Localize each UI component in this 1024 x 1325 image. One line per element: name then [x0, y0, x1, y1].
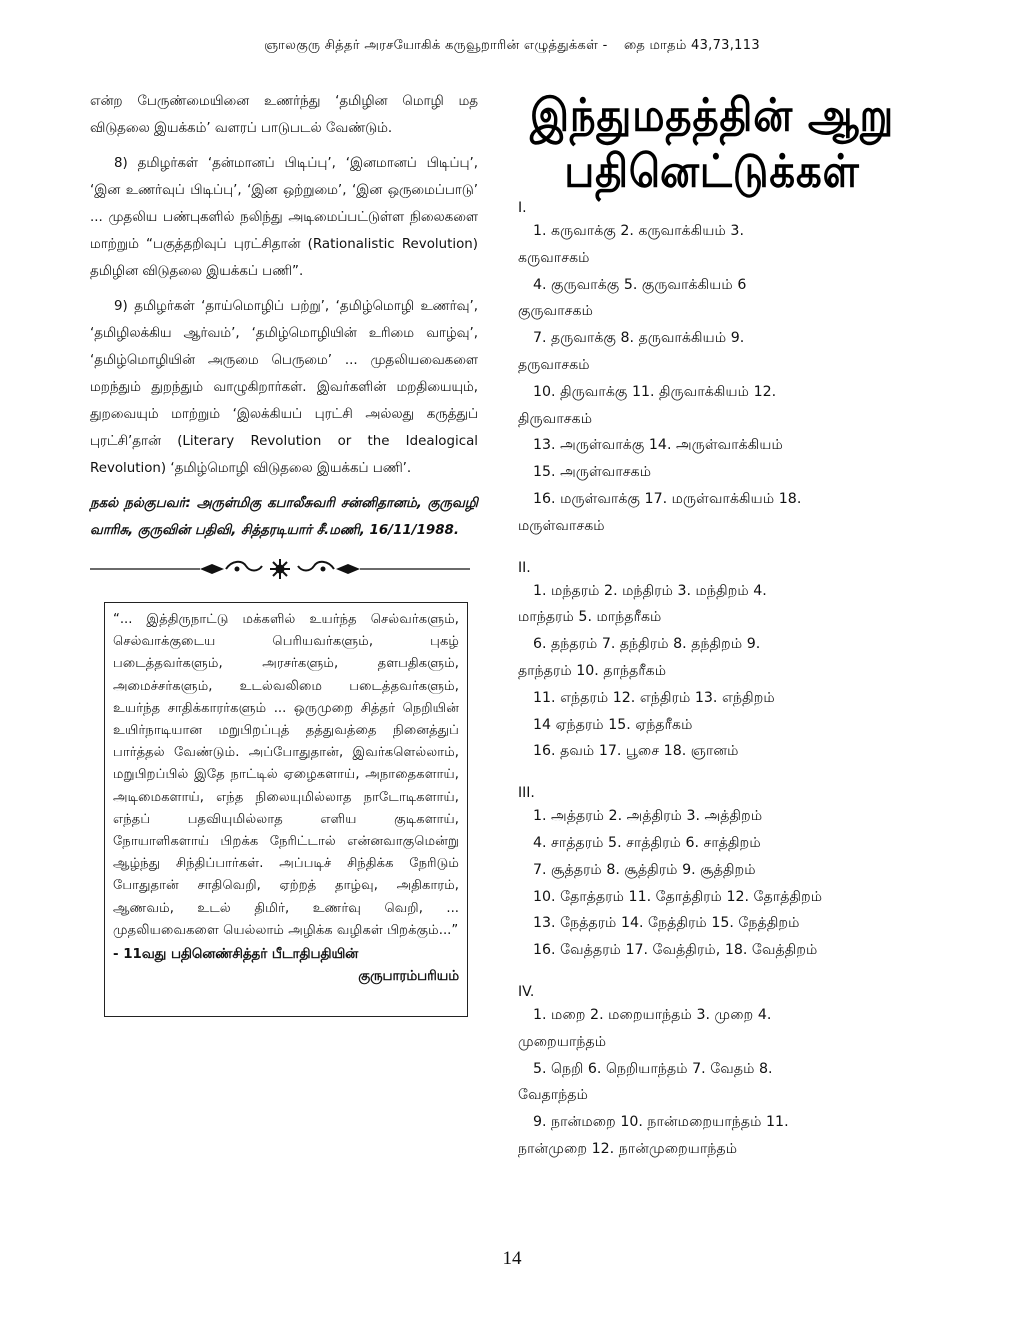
list-sections: [518, 198, 906, 1163]
left-column: [90, 88, 478, 1017]
list-item: 13. நேத்தரம் 14. நேத்திரம் 15. நேத்திறம்: [533, 915, 800, 932]
list-item: முறையாந்தம்: [518, 1033, 607, 1050]
quote-box: [104, 602, 468, 1017]
list-item: திருவாசகம்: [518, 410, 593, 427]
section-items: [518, 1002, 906, 1163]
list-item: மருள்வாசகம்: [518, 517, 605, 534]
section-items: [518, 803, 906, 964]
list-item: 13. அருள்வாக்கு 14. அருள்வாக்கியம்: [533, 437, 783, 454]
list-item: 9. நான்மறை 10. நான்மறையாந்தம் 11.: [533, 1114, 789, 1131]
page-header: [0, 38, 1024, 54]
list-item: வேதாந்தம்: [518, 1087, 589, 1104]
quote-text: “... இத்திருநாட்டு மக்களில் உயர்ந்த செல்வர்களும், செல்வாக்குடைய பெரியவர்களும், புகழ் படைத்தவர்களும், அரசர்களும், தளபதிகளும், அமைச்சர்களும், உடல்வலிமை படைத்தவர்களும், உயர்ந்த சாதிக்காரர்களும் ... ஒருமுறை சித்தர் நெறியின் உயிர்நாடியான மறுபிறப்புத் தத்துவத்தை நினைத்துப் பார்த்தல் வேண்டும். அப்போதுதான், இவர்களெல்லாம், மறுபிறப்பில் இதே நாட்டில் ஏழைகளாய், அநாதைகளாய், அடிமைகளாய், எந்த நிலையுமில்லாத நாடோடிகளாய், எந்தப் பதவியுமில்லாத எளிய குடிகளாய், நோயாளிகளாய் பிறக்க நேரிட்டால் என்னவாகுமென்று ஆழ்ந்து சிந்திப்பார்கள். அப்படிச் சிந்திக்க நேரிடும் போதுதான் சாதிவெறி, ஏற்றத் தாழ்வு, அதிகாரம், ஆணவம், உடல் திமிர், உணர்வு வெறி, ... முதலியவைகளை யெல்லாம் அழிக்க வழிகள் பிறக்கும்...”: [113, 612, 459, 938]
header-date: தை மாதம் 43,73,113: [624, 38, 760, 53]
list-item: 10. தோத்தரம் 11. தோத்திரம் 12. தோத்திறம்: [533, 888, 823, 905]
article-title-line-1: இந்துமதத்தின் ஆறு: [529, 90, 895, 142]
list-item: 7. சூத்தரம் 8. சூத்திரம் 9. சூத்திறம்: [533, 861, 756, 878]
list-item: 1. மந்தரம் 2. மந்திரம் 3. மந்திறம் 4.: [533, 582, 767, 599]
list-item: 16. மருள்வாக்கு 17. மருள்வாக்கியம் 18.: [533, 490, 802, 507]
paragraph-point-9: 9) தமிழர்கள் ‘தாய்மொழிப் பற்று’, ‘தமிழ்மொழி உணர்வு’, ‘தமிழிலக்கிய ஆர்வம்’, ‘தமிழ்மொழியின் உரிமை வாழ்வு’, ‘தமிழ்மொழியின் அருமை பெருமை’ ... முதலியவைகளை மறந்தும் துறந்தும் வாழுகிறார்கள். இவர்களின் மறதியையும், துறவையும் மாற்றும் ‘இலக்கியப் புரட்சி அல்லது கருத்துப் புரட்சி’தான் (Literary Revolution or the Idealogical Revolution) ‘தமிழ்மொழி விடுதலை இயக்கப் பணி’.: [90, 299, 478, 476]
list-item: 6. தந்தரம் 7. தந்திரம் 8. தந்திறம் 9.: [533, 636, 761, 653]
quote-signature-line-1: - 11வது பதினெண்சித்தர் பீடாதிபதியின்: [113, 947, 359, 963]
ornamental-divider: [90, 554, 470, 584]
article-title: [518, 88, 906, 200]
list-item: 4. குருவாக்கு 5. குருவாக்கியம் 6: [533, 276, 747, 293]
paragraph-point-8: 8) தமிழர்கள் ‘தன்மானப் பிடிப்பு’, ‘இனமானப் பிடிப்பு’, ‘இன உணர்வுப் பிடிப்பு’, ‘இன ஒற்றுமை’, ‘இன ஒருமைப்பாடு’ ... முதலிய பண்புகளில் நலிந்து அடிமைப்பட்டுள்ள நிலைகளை மாற்றும் “பகுத்தறிவுப் புரட்சிதான் (Rationalistic Revolution) தமிழின விடுதலை இயக்கப் பணி”.: [90, 156, 478, 279]
list-item: 4. சாத்தரம் 5. சாத்திரம் 6. சாத்திறம்: [533, 834, 761, 851]
list-item: தருவாசகம்: [518, 356, 590, 373]
list-item: 5. நெறி 6. நெறியாந்தம் 7. வேதம் 8.: [533, 1060, 773, 1077]
list-item: நான்முறை 12. நான்முறையாந்தம்: [518, 1140, 738, 1157]
list-item: 15. அருள்வாசகம்: [533, 464, 652, 481]
right-column: [518, 88, 906, 1163]
list-item: 10. திருவாக்கு 11. திருவாக்கியம் 12.: [533, 383, 777, 400]
paragraph-intro: என்ற பேருண்மையினை உணர்ந்து ‘தமிழின மொழி மத விடுதலை இயக்கம்’ வளரப் பாடுபடல் வேண்டும்.: [90, 94, 478, 136]
list-item: கருவாசகம்: [518, 249, 590, 266]
article-title-line-2: பதினெட்டுக்கள்: [564, 146, 860, 198]
section-label: II.: [518, 559, 531, 576]
section-items: [518, 578, 906, 766]
list-item: 7. தருவாக்கு 8. தருவாக்கியம் 9.: [533, 330, 745, 347]
header-title: ஞாலகுரு சித்தர் அரசயோகிக் கருவூறாரின் எழுத்துக்கள் -: [264, 38, 608, 53]
section-label: IV.: [518, 983, 535, 1000]
list-item: தாந்தரம் 10. தாந்தரீகம்: [518, 662, 667, 679]
list-item: 14 ஏந்தரம் 15. ஏந்தரீகம்: [533, 716, 693, 733]
list-item: 1. அத்தரம் 2. அத்திரம் 3. அத்திறம்: [533, 808, 763, 825]
section-label: I.: [518, 200, 527, 216]
page-number: 14: [502, 1248, 522, 1269]
section-label: III.: [518, 785, 535, 802]
list-item: 1. கருவாக்கு 2. கருவாக்கியம் 3.: [533, 223, 744, 239]
list-item: 1. மறை 2. மறையாந்தம் 3. முறை 4.: [533, 1006, 772, 1023]
section-items: [518, 218, 906, 540]
quote-signature: [113, 944, 459, 988]
list-item: குருவாசகம்: [518, 303, 594, 320]
list-item: 16. தவம் 17. பூசை 18. ஞானம்: [533, 743, 739, 760]
quote-signature-line-2: குருபாரம்பரியம்: [358, 969, 459, 985]
list-item: 11. எந்தரம் 12. எந்திரம் 13. எந்திறம்: [533, 689, 775, 706]
list-item: மாந்தரம் 5. மாந்தரீகம்: [518, 609, 662, 626]
credit-note: நகல் நல்குபவர்: அருள்மிகு கபாலீசுவரி சன்னிதானம், குருவழி வாரிசு, குருவின் பதிவி, சித்தரடியார் சீ.மணி, 16/11/1988.: [90, 496, 478, 538]
list-item: 16. வேத்தரம் 17. வேத்திரம், 18. வேத்திறம்: [533, 942, 818, 959]
